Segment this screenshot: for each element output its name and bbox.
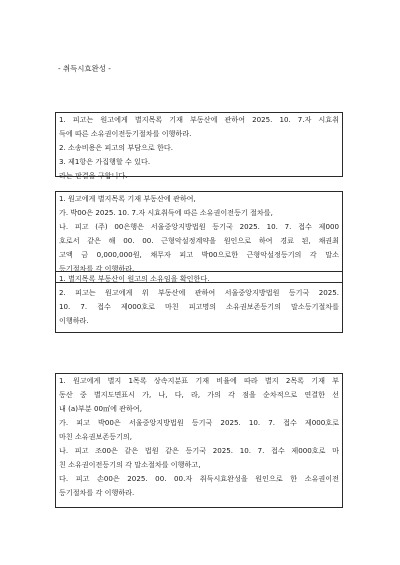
claim-box-4 [55,373,343,508]
claim-line: 2. 피고는 원고에게 위 부동산에 관하여 서울중앙지방법원 등기국 2025. [59,288,339,297]
claim-line: 동산 중 별지도면표시 가, 나, 다, 라, 가의 각 점을 순차적으로 연결한 선 [59,390,339,399]
claim-line: 1. 원고에게 별지목록 기재 부동산에 관하여, [59,194,196,203]
claim-line: 1. 별지목록 부동산이 원고의 소유임을 확인한다. [59,274,210,283]
claim-line: 1. 원고에게 별지 1목록 상속지분표 기재 비율에 따라 별지 2목록 기재 부 [59,376,339,385]
claim-line: 등기절차를 각 이행하라. [59,264,135,273]
claim-line: 가. 피고 박00은 서울중앙지방법원 등기국 2025. 10. 7. 접수 제000호로 [59,418,339,427]
claim-line: 나. 피고 조00은 같은 법원 같은 등기국 2025. 10. 7. 접수 제000호로 마 [59,446,339,455]
claim-line: 나. 피고 (주) 00은행은 서울중앙지방법원 등기국 2025. 10. 7. 접수 제000 [59,222,339,231]
claim-line: 호로서 같은 해 00. 00. 근형악설정계약을 원인으로 하여 경료 된, 채권최 [59,236,339,245]
claim-line: 친 소유권이전등기의 각 말소절차를 이행하고, [59,460,201,469]
claim-line: 2. 소송비용은 피고의 부담으로 한다. [59,143,173,152]
claim-box-1 [55,112,343,180]
claim-line: 3. 제1항은 가집행할 수 있다. [59,157,151,166]
claim-line: 이행하라. [59,316,89,325]
claim-box-3 [55,271,343,333]
claim-line: 내 (a)부분 00㎡에 관하여, [59,404,142,413]
claim-box-2 [55,191,343,283]
claim-line: 라는 판결을 구합니다. [59,171,128,180]
claim-line: 가. 박00은 2025. 10. 7.자 시효취득에 따른 소유권이전등기 절차를, [59,208,273,217]
claim-line: 등기절차를 각 이행하라. [59,488,135,497]
claim-line: 마친 소유권보존등기의, [59,432,133,441]
claim-line: 1. 피고는 원고에게 별지목록 기재 부동산에 관하여 2025. 10. 7.자 시효취 [59,115,339,124]
claim-line: 10. 7. 접수 제000호로 마친 피고명의 소유권보존등기의 말소등기절차를 [59,302,339,311]
claim-line: 득에 따른 소유권이전등기절차를 이행하라. [59,129,192,138]
document-heading: - 취득시효완성 - [58,64,111,73]
claim-line: 다. 피고 손00은 2025. 00. 00.자 취득시효완성을 원인으로 한 소유권이전 [59,474,339,483]
claim-line: 고액 금 0,000,000원, 채무자 피고 박00으로한 근형악설정등기의 각 말소 [59,250,339,259]
